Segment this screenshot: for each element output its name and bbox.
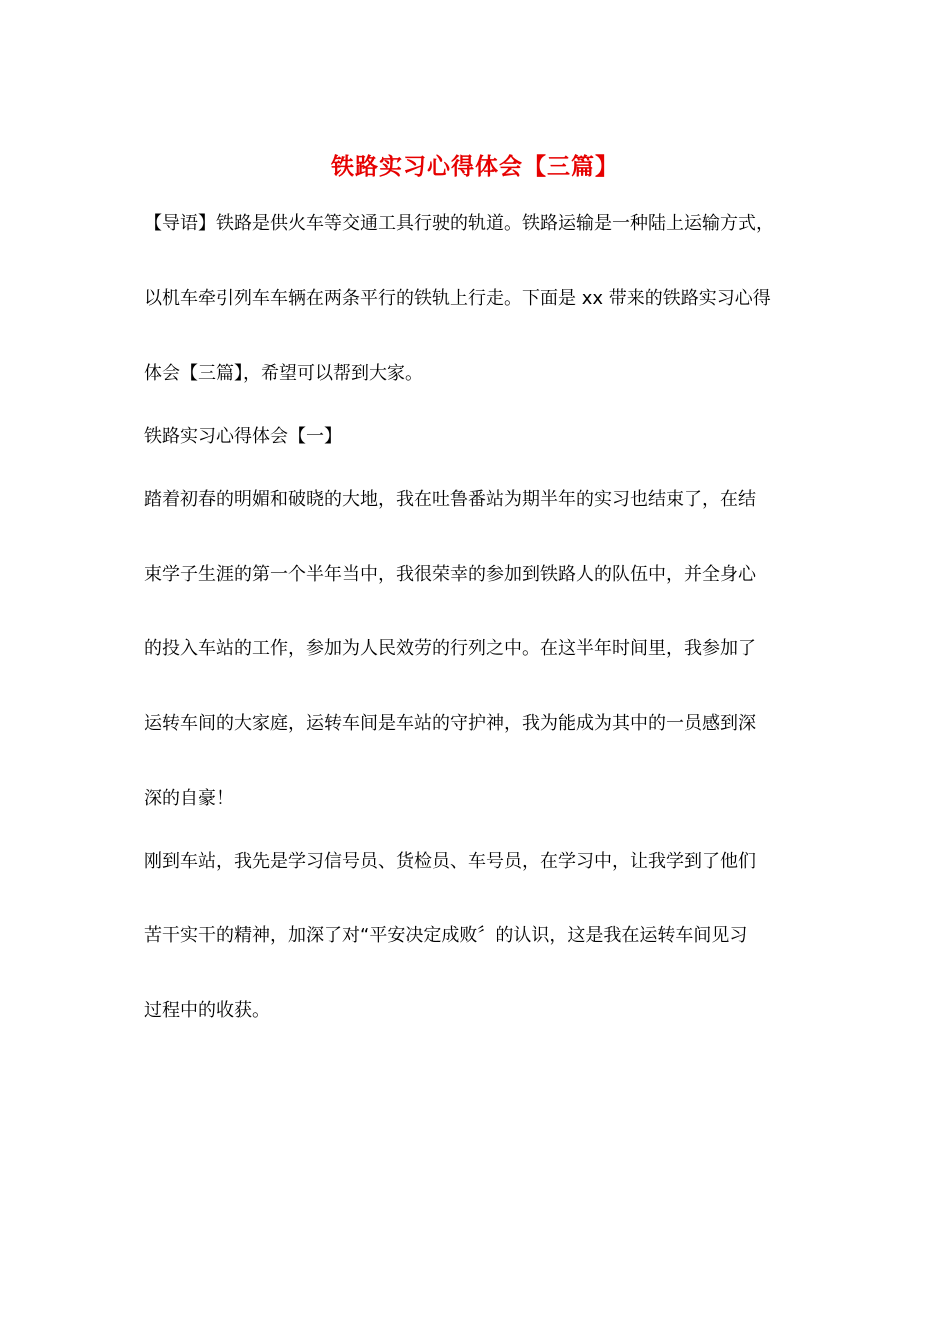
paragraph1-line-5: 深的自豪！: [144, 788, 234, 809]
section-heading: 铁路实习心得体会【一】: [144, 426, 342, 447]
paragraph2-line-1: 刚到车站，我先是学习信号员、货检员、车号员，在学习中，让我学到了他们: [144, 851, 756, 872]
paragraph2-line-3: 过程中的收获。: [144, 1000, 270, 1021]
intro-line-2: 以机车牵引列车车辆在两条平行的铁轨上行走。下面是 xx 带来的铁路实习心得: [144, 288, 771, 309]
paragraph1-line-2: 束学子生涯的第一个半年当中，我很荣幸的参加到铁路人的队伍中，并全身心: [144, 564, 756, 585]
paragraph2-line-2: 苦干实干的精神，加深了对“平安决定成败〞的认识，这是我在运转车间见习: [144, 925, 748, 946]
document-title: 铁路实习心得体会【三篇】: [331, 154, 619, 180]
intro-line-3: 体会【三篇】，希望可以帮到大家。: [144, 363, 423, 384]
paragraph1-line-1: 踏着初春的明媚和破晓的大地，我在吐鲁番站为期半年的实习也结束了，在结: [144, 489, 756, 510]
paragraph1-line-4: 运转车间的大家庭，运转车间是车站的守护神，我为能成为其中的一员感到深: [144, 713, 756, 734]
paragraph1-line-3: 的投入车站的工作，参加为人民效劳的行列之中。在这半年时间里，我参加了: [144, 638, 756, 659]
intro-line-1: 【导语】铁路是供火车等交通工具行驶的轨道。铁路运输是一种陆上运输方式，: [144, 213, 774, 234]
